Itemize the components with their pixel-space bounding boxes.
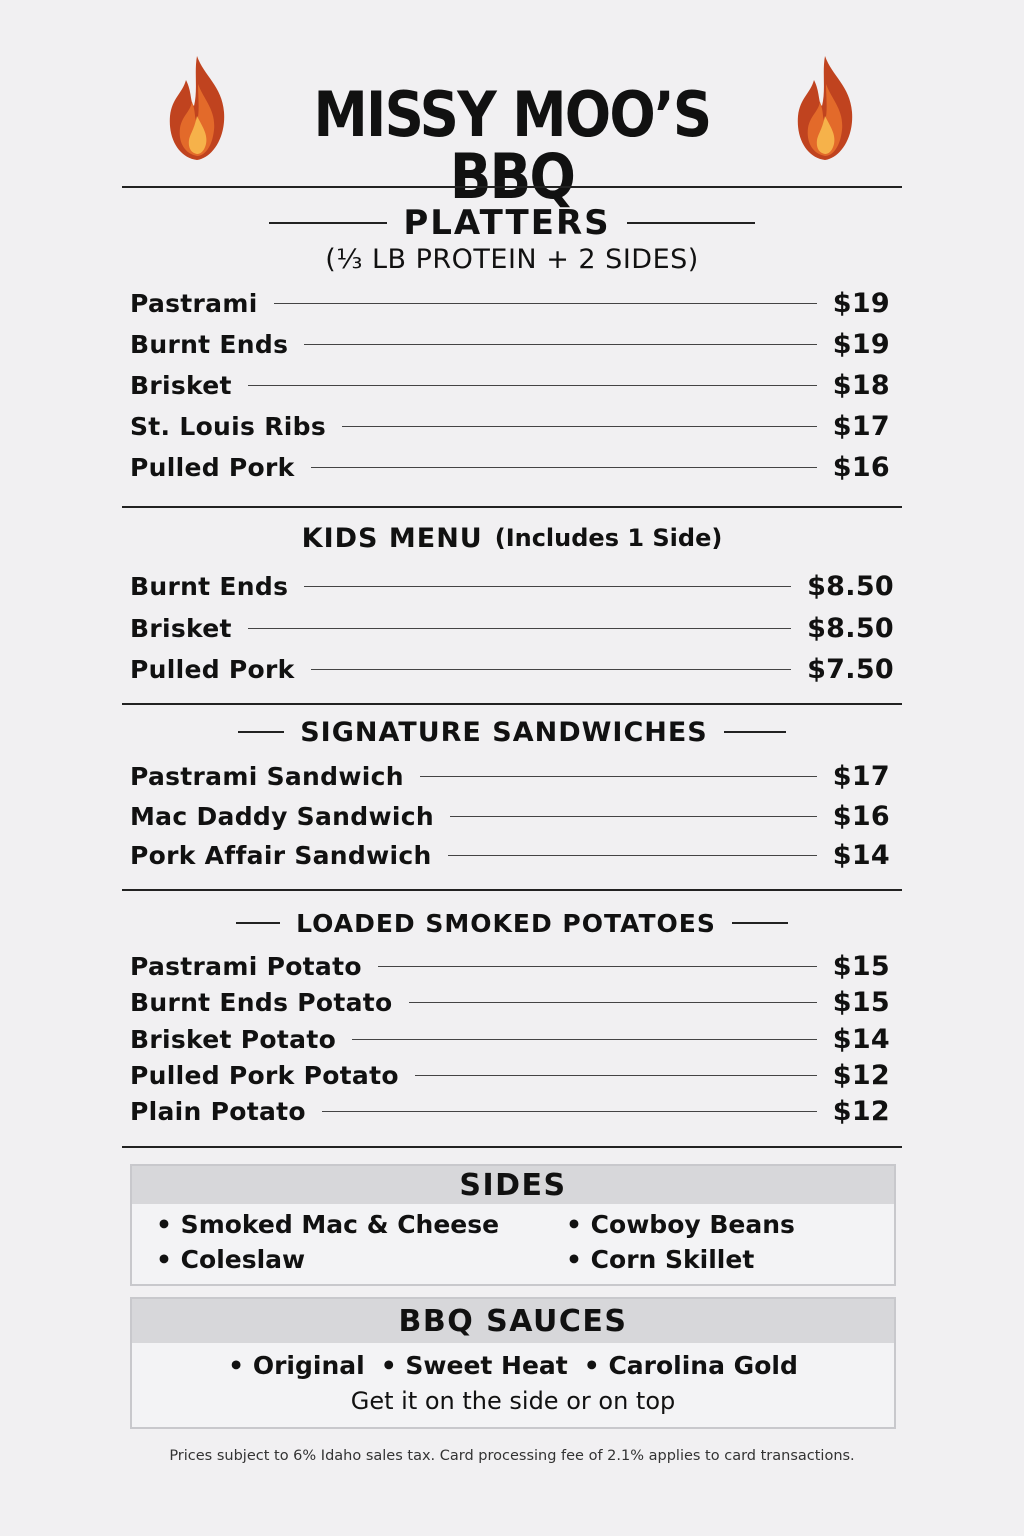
divider [122,1146,902,1148]
leader-line [352,1039,817,1040]
potatoes-heading [122,905,902,941]
leader-line [409,1002,817,1003]
restaurant-title: MISSY MOO’S BBQ [313,78,711,213]
side-item: • Smoked Mac & Cheese [156,1210,500,1239]
sauce-options [132,1351,894,1380]
item-name: Pulled Pork Potato [130,1060,399,1090]
item-name: St. Louis Ribs [130,411,327,441]
heading-dash [269,222,387,224]
kids-note: (Includes 1 Side) [494,524,723,552]
item-name: Burnt Ends [130,329,289,359]
item-price: $16 [832,800,890,832]
menu-item [130,949,890,983]
leader-line [274,303,817,304]
menu-item [130,652,894,686]
item-name: Pastrami [130,288,258,318]
item-price: $19 [832,287,890,319]
item-name: Pork Affair Sandwich [130,840,432,870]
menu-item [130,368,890,402]
heading-dash [724,731,786,733]
item-price: $16 [832,451,890,483]
item-name: Brisket Potato [130,1024,337,1054]
item-price: $7.50 [807,653,894,685]
item-price: $17 [832,760,890,792]
leader-line [415,1075,817,1076]
item-name: Pastrami Sandwich [130,761,404,791]
divider [122,703,902,705]
item-name: Burnt Ends Potato [130,987,393,1017]
menu-item [130,838,890,872]
side-item: • Corn Skillet [566,1245,755,1274]
item-price: $15 [832,986,890,1018]
item-name: Burnt Ends [130,571,289,601]
item-price: $19 [832,328,890,360]
item-name: Plain Potato [130,1096,306,1126]
side-item: • Cowboy Beans [566,1210,795,1239]
item-price: $12 [832,1095,890,1127]
menu-item [130,611,894,645]
item-name: Pulled Pork [130,654,295,684]
heading-dash [732,922,788,924]
leader-line [304,344,816,345]
divider [122,506,902,508]
item-name: Brisket [130,370,232,400]
heading-dash [627,222,755,224]
side-item: • Coleslaw [156,1245,306,1274]
sauces-title: BBQ SAUCES [132,1299,894,1343]
item-price: $14 [832,839,890,871]
leader-line [322,1111,817,1112]
menu-item [130,286,890,320]
kids-title: KIDS MENU [301,522,483,554]
menu-item [130,759,890,793]
kids-heading [122,520,902,556]
leader-line [378,966,817,967]
sauce-option: • Carolina Gold [583,1351,798,1380]
item-price: $8.50 [807,570,894,602]
leader-line [450,816,817,817]
sandwiches-title: SIGNATURE SANDWICHES [300,716,708,748]
platters-subtitle: (⅓ LB PROTEIN + 2 SIDES) [325,244,699,275]
sauces-box [130,1297,896,1429]
menu-item [130,569,894,603]
leader-line [248,628,791,629]
leader-line [420,776,817,777]
menu-item [130,1094,890,1128]
leader-line [248,385,817,386]
tax-disclaimer: Prices subject to 6% Idaho sales tax. Card processing fee of 2.1% applies to card transactions. [169,1448,855,1464]
menu-item [130,450,890,484]
flame-icon [164,54,230,162]
item-price: $18 [832,369,890,401]
item-name: Mac Daddy Sandwich [130,801,434,831]
item-price: $12 [832,1059,890,1091]
platters-heading [122,202,902,244]
heading-dash [238,731,284,733]
menu-item [130,799,890,833]
divider [122,889,902,891]
item-price: $8.50 [807,612,894,644]
leader-line [304,586,791,587]
potatoes-title: LOADED SMOKED POTATOES [296,908,716,938]
item-name: Brisket [130,613,232,643]
leader-line [311,467,817,468]
divider [122,186,902,188]
item-name: Pulled Pork [130,452,295,482]
item-price: $14 [832,1023,890,1055]
sauce-option: • Sweet Heat [380,1351,568,1380]
sides-title: SIDES [132,1166,894,1204]
menu-item [130,409,890,443]
sides-box [130,1164,896,1286]
header [122,50,902,213]
menu-item [130,985,890,1019]
menu-item [130,327,890,361]
menu-item [130,1058,890,1092]
item-price: $15 [832,950,890,982]
leader-line [311,669,792,670]
leader-line [448,855,817,856]
flame-icon [792,54,858,162]
item-name: Pastrami Potato [130,951,362,981]
sandwiches-heading [122,714,902,750]
sauce-note: Get it on the side or on top [350,1387,676,1415]
leader-line [342,426,817,427]
item-price: $17 [832,410,890,442]
platters-title: PLATTERS [403,203,611,243]
heading-dash [236,922,280,924]
sauce-option: • Original [228,1351,365,1380]
menu-item [130,1022,890,1056]
